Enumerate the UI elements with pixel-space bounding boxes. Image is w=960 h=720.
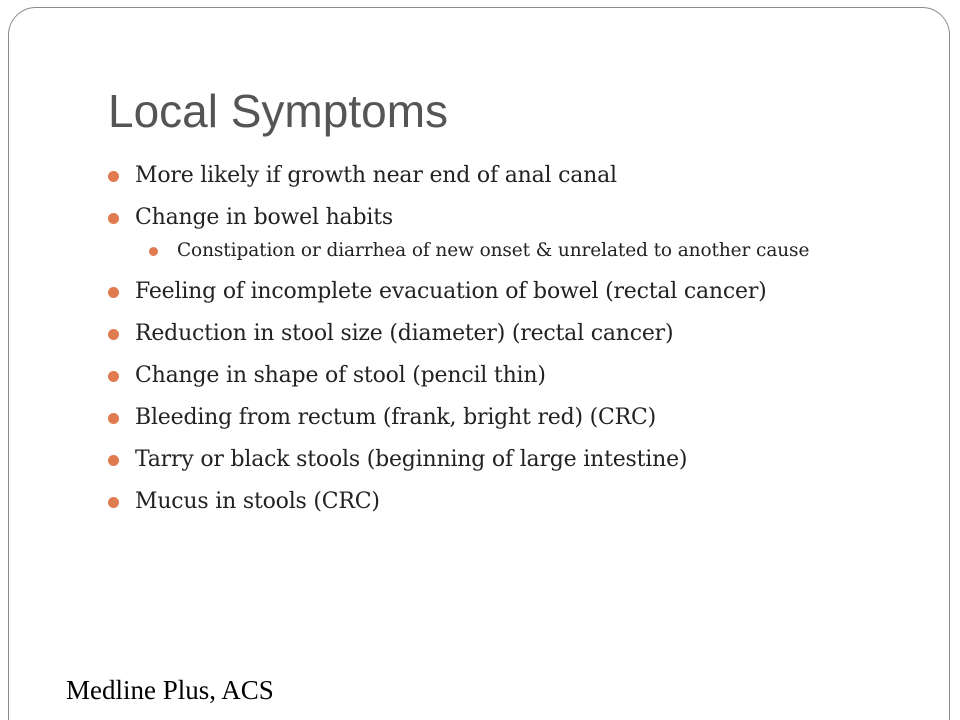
sub-bullet-text: Constipation or diarrhea of new onset & unrelated to another cause <box>177 240 810 261</box>
bullet-item <box>108 486 898 518</box>
bullet-text: Bleeding from rectum (frank, bright red) (CRC) <box>135 405 657 430</box>
bullet-item <box>108 160 898 192</box>
bullet-text: Tarry or black stools (beginning of large intestine) <box>135 447 688 472</box>
bullet-item <box>108 276 898 308</box>
bullet-text: Change in bowel habits <box>135 205 393 230</box>
bullet-text: Feeling of incomplete evacuation of bowel (rectal cancer) <box>135 279 767 304</box>
bullet-text: Change in shape of stool (pencil thin) <box>135 363 546 388</box>
bullet-list <box>108 160 898 518</box>
bullet-item <box>108 360 898 392</box>
sub-bullet-item <box>145 236 898 266</box>
bullet-item <box>108 444 898 476</box>
slide-title: Local Symptoms <box>108 85 449 137</box>
bullet-text: Mucus in stools (CRC) <box>135 489 380 514</box>
bullet-item <box>108 202 898 266</box>
bullet-item <box>108 402 898 434</box>
source-citation: Medline Plus, ACS <box>66 675 274 705</box>
bullet-text: More likely if growth near end of anal canal <box>135 163 617 188</box>
sub-bullet-list <box>135 236 898 266</box>
bullet-item <box>108 318 898 350</box>
bullet-text: Reduction in stool size (diameter) (rectal cancer) <box>135 321 674 346</box>
slide-content <box>108 160 898 528</box>
